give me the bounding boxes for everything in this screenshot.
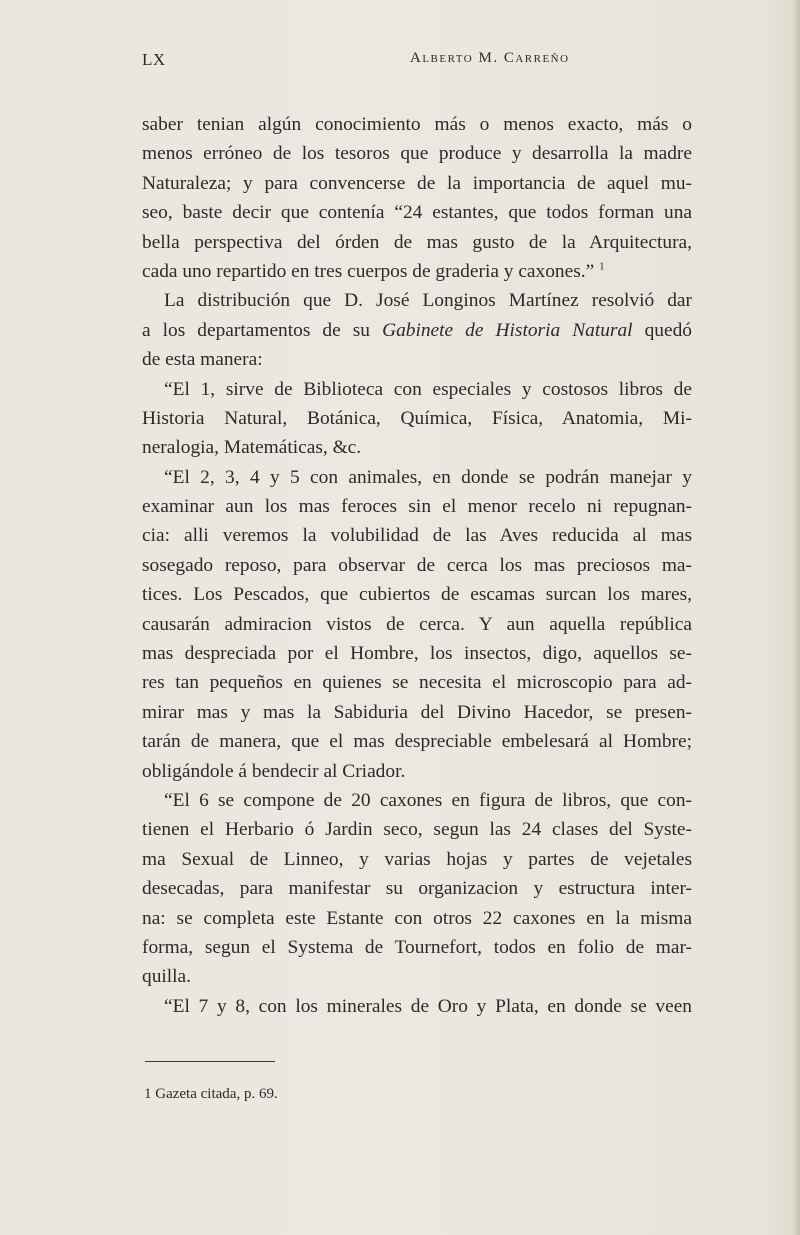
- text-line: obligándole á bendecir al Criador.: [142, 760, 406, 782]
- text-line: forma, segun el Systema de Tournefort, todos en folio de mar-: [142, 936, 692, 958]
- text-line: de esta manera:: [142, 349, 263, 371]
- text-line: cia: alli veremos la volubilidad de las Aves reducida al mas: [142, 525, 692, 547]
- text-line-content: a los departamentos de su: [142, 319, 371, 341]
- running-head: [142, 50, 662, 74]
- text-line: tices. Los Pescados, que cubiertos de escamas surcan los mares,: [142, 584, 692, 606]
- text-line: Historia Natural, Botánica, Química, Física, Anatomia, Mi-: [142, 407, 692, 429]
- italic-title: Gabinete de Historia Natural: [382, 319, 633, 341]
- text-line: tienen el Herbario ó Jardin seco, segun las 24 clases del Syste-: [142, 819, 692, 841]
- text-line: examinar aun los mas feroces sin el menor recelo ni repugnan-: [142, 496, 692, 518]
- text-line: [142, 316, 692, 345]
- text-line-tail: quedó: [644, 319, 692, 341]
- text-line: saber tenian algún conocimiento más o menos exacto, más o: [142, 114, 692, 135]
- footnote-reference: 1: [599, 260, 605, 273]
- text-line: “El 7 y 8, con los minerales de Oro y Plata, en donde se veen: [164, 995, 692, 1017]
- text-line: seo, baste decir que contenía “24 estantes, que todos forman una: [142, 202, 692, 224]
- text-line: “El 2, 3, 4 y 5 con animales, en donde se podrán manejar y: [164, 466, 692, 488]
- text-line: “El 6 se compone de 20 caxones en figura de libros, que con-: [164, 789, 692, 811]
- text-line: “El 1, sirve de Biblioteca con especiales y costosos libros de: [164, 378, 692, 400]
- text-line: ma Sexual de Linneo, y varias hojas y partes de vejetales: [142, 848, 692, 870]
- footnote-divider: [145, 1061, 275, 1062]
- running-title: Alberto M. Carreño: [410, 50, 570, 66]
- text-line: res tan pequeños en quienes se necesita el microscopio para ad-: [142, 672, 692, 694]
- text-line: causarán admiracion vistos de cerca. Y aun aquella república: [142, 613, 692, 635]
- text-line: tarán de manera, que el mas despreciable embelesará al Hombre;: [142, 731, 692, 753]
- text-line: mas despreciada por el Hombre, los insectos, digo, aquellos se-: [142, 643, 692, 665]
- text-line: mirar mas y mas la Sabiduria del Divino Hacedor, se presen-: [142, 701, 692, 723]
- body-text: [142, 110, 692, 1021]
- text-line: desecadas, para manifestar su organizacion y estructura inter-: [142, 878, 692, 900]
- text-line: quilla.: [142, 966, 192, 988]
- text-line: [142, 257, 692, 286]
- text-line: Naturaleza; y para convencerse de la importancia de aquel mu-: [142, 172, 692, 194]
- text-line-content: cada uno repartido en tres cuerpos de graderia y caxones.”: [142, 260, 595, 282]
- text-line: bella perspectiva del órden de mas gusto de la Arquitectura,: [142, 231, 692, 253]
- text-line: na: se completa este Estante con otros 22 caxones en la misma: [142, 907, 692, 929]
- text-line: menos erróneo de los tesoros que produce y desarrolla la madre: [142, 143, 692, 165]
- footnote: 1 Gazeta citada, p. 69.: [144, 1086, 278, 1102]
- text-line: neralogia, Matemáticas, &c.: [142, 437, 362, 459]
- page-number: LX: [142, 50, 166, 69]
- text-line: La distribución que D. José Longinos Martínez resolvió dar: [164, 290, 692, 312]
- page-edge-stain: [792, 0, 800, 1235]
- text-line: sosegado reposo, para observar de cerca los mas preciosos ma-: [142, 554, 692, 576]
